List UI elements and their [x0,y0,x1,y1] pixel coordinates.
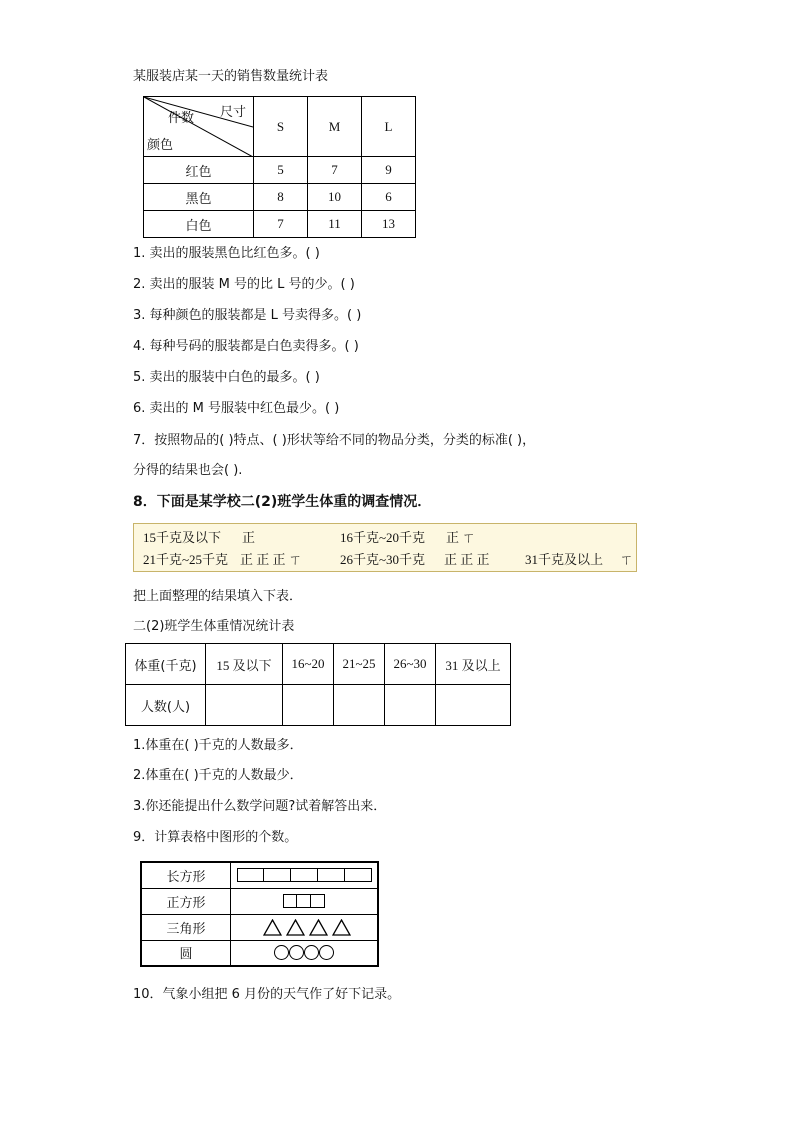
value-cell: 6 [362,184,416,211]
shape-label: 圆 [141,940,231,966]
tally-label: 31千克及以上 [525,552,604,567]
q8-sub-question: 3.你还能提出什么数学问题?试着解答出来． [133,799,387,814]
square-shape [283,894,297,908]
table-row [141,888,378,914]
shape-cell [231,862,379,888]
value-cell: 9 [362,157,416,184]
shape-label: 长方形 [141,862,231,888]
table-row [141,862,378,888]
value-cell: 11 [308,211,362,238]
triangle-shape [309,919,328,936]
question-item: 2. 卖出的服装 M 号的比 L 号的少。( ) [133,277,355,292]
table-row [144,211,416,238]
triangle-shape [332,919,351,936]
weight-header: 26~30 [385,644,436,685]
rectangle-shape [264,868,291,882]
tally-panel [133,523,637,572]
triangle-shape [286,919,305,936]
rectangle-shape [318,868,345,882]
table-row [144,184,416,211]
answer-cell[interactable] [283,685,334,726]
tally-marks: ㄒ [620,552,634,567]
size-header: M [308,97,362,157]
question-item: 4. 每种号码的服装都是白色卖得多。( ) [133,339,359,354]
answer-cell[interactable] [334,685,385,726]
circle-shape [319,945,334,960]
table-row [141,914,378,940]
table-row [126,685,511,726]
sales-table [143,96,416,238]
tally-label: 16千克~20千克 [340,530,426,545]
table-row [141,940,378,966]
answer-cell[interactable] [436,685,511,726]
rectangle-shape [291,868,318,882]
square-shape [311,894,325,908]
shape-cell [231,888,379,914]
value-cell: 5 [254,157,308,184]
weight-header: 21~25 [334,644,385,685]
weight-header: 31 及以上 [436,644,511,685]
color-cell: 白色 [144,211,254,238]
weight-table [125,643,511,726]
tally-marks: 正 [242,530,256,545]
tally-label: 21千克~25千克 [143,552,229,567]
answer-cell[interactable] [385,685,436,726]
question-item: 1. 卖出的服装黑色比红色多。( ) [133,246,320,261]
question-item: 6. 卖出的 M 号服装中红色最少。( ) [133,401,340,416]
color-cell: 红色 [144,157,254,184]
tally-marks: 正 正 正 [444,552,490,567]
value-cell: 7 [254,211,308,238]
weight-header: 15 及以下 [206,644,283,685]
circle-shape [304,945,319,960]
q8-sub-question: 2.体重在( )千克的人数最少． [133,768,303,783]
shape-cell [231,914,379,940]
shapes-table [140,861,379,967]
circle-shape [289,945,304,960]
weight-header: 体重(千克) [126,644,206,685]
q9-title: 9．计算表格中图形的个数。 [133,830,298,845]
circle-shape [274,945,289,960]
shape-label: 三角形 [141,914,231,940]
tally-marks: 正 ㄒ [446,530,476,545]
shape-cell [231,940,379,966]
question-item: 5. 卖出的服装中白色的最多。( ) [133,370,320,385]
square-shape [297,894,311,908]
q10-title: 10．气象小组把 6 月份的天气作了好下记录。 [133,987,401,1002]
tally-label: 15千克及以下 [143,530,222,545]
q7-line1: 7．按照物品的( )特点、( )形状等给不同的物品分类，分类的标准( )， [133,433,536,448]
q8-table-title: 二(2)班学生体重情况统计表 [133,619,295,634]
value-cell: 10 [308,184,362,211]
value-cell: 13 [362,211,416,238]
triangle-shape [263,919,282,936]
answer-cell[interactable] [206,685,283,726]
q8-instruction: 把上面整理的结果填入下表． [133,589,303,604]
tally-label: 26千克~30千克 [340,552,426,567]
value-cell: 8 [254,184,308,211]
table-row [144,157,416,184]
rectangle-shape [237,868,264,882]
q8-sub-question: 1.体重在( )千克的人数最多． [133,738,303,753]
shape-label: 正方形 [141,888,231,914]
size-header: L [362,97,416,157]
rectangle-shape [345,868,372,882]
q7-line2: 分得的结果也会( ). [133,463,243,478]
tally-marks: 正 正 正 ㄒ [240,552,302,567]
header-count-label: 件数 [168,111,195,126]
table1-title: 某服装店某一天的销售数量统计表 [133,69,329,84]
q8-title: 8．下面是某学校二(2)班学生体重的调查情况． [133,494,432,510]
diagonal-header-cell [144,97,254,157]
color-cell: 黑色 [144,184,254,211]
value-cell: 7 [308,157,362,184]
weight-header: 16~20 [283,644,334,685]
question-item: 3. 每种颜色的服装都是 L 号卖得多。( ) [133,308,362,323]
header-color-label: 颜色 [147,138,174,153]
size-header: S [254,97,308,157]
header-size-label: 尺寸 [220,105,247,120]
count-row-label: 人数(人) [126,685,206,726]
